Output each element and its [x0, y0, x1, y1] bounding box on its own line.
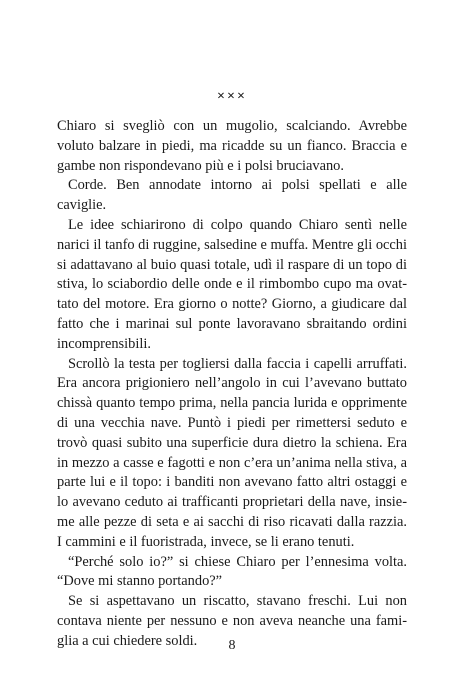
paragraph: Corde. Ben annodate intorno ai polsi spellati e alle caviglie. [57, 177, 407, 214]
paragraph: Se si aspettavano un riscatto, stavano freschi. Lui non contava niente per nessuno e non aveva neanche una famiglia a cui chiedere soldi. [57, 593, 407, 649]
paragraph: Scrollò la testa per togliersi dalla faccia i capelli arruffati. Era ancora prigioniero nell’angolo in cui l’avevano buttato chissà quanto tempo prima, nella pancia lurida e opprimente di una vecchia nave. Puntò i piedi per rimettersi seduto e trovò quasi subito una superficie dura dietro la schiena. Era in mezzo a casse e fagotti e non c’era un’anima nella stiva, a parte lui e il topo: i banditi non avevano fatto altri ostaggi e lo avevano ceduto ai trafficanti proprietari della nave, insieme alle pezze di seta e ai sacchi di riso ricavati dalla razzia. I cammini e il fuoristrada, invece, se li erano tenuti. [57, 355, 407, 550]
paragraph: “Perché solo io?” si chiese Chiaro per l’ennesima volta. “Dove mi stanno portando?” [57, 553, 407, 590]
paragraph: Chiaro si svegliò con un mugolio, scalciando. Avrebbe voluto balzare in piedi, ma ricadde su un fianco. Braccia e gambe non rispondevano più e i polsi bruciavano. [57, 118, 407, 174]
body-text [57, 117, 407, 652]
paragraph: Le idee schiarirono di colpo quando Chiaro sentì nelle narici il tanfo di ruggine, salsedine e muffa. Mentre gli occhi si adattavano al buio quasi totale, udì il raspare di un topo di stiva, lo sciabordio delle onde e il rimbombo cupo ma ovattato del motore. Era giorno o notte? Giorno, a giudicare dal fatto che i marinai sul ponte lavoravano sbraitando ordini incomprensibili. [57, 216, 407, 352]
page-number: 8 [228, 638, 236, 653]
section-separator: ××× [217, 89, 247, 104]
